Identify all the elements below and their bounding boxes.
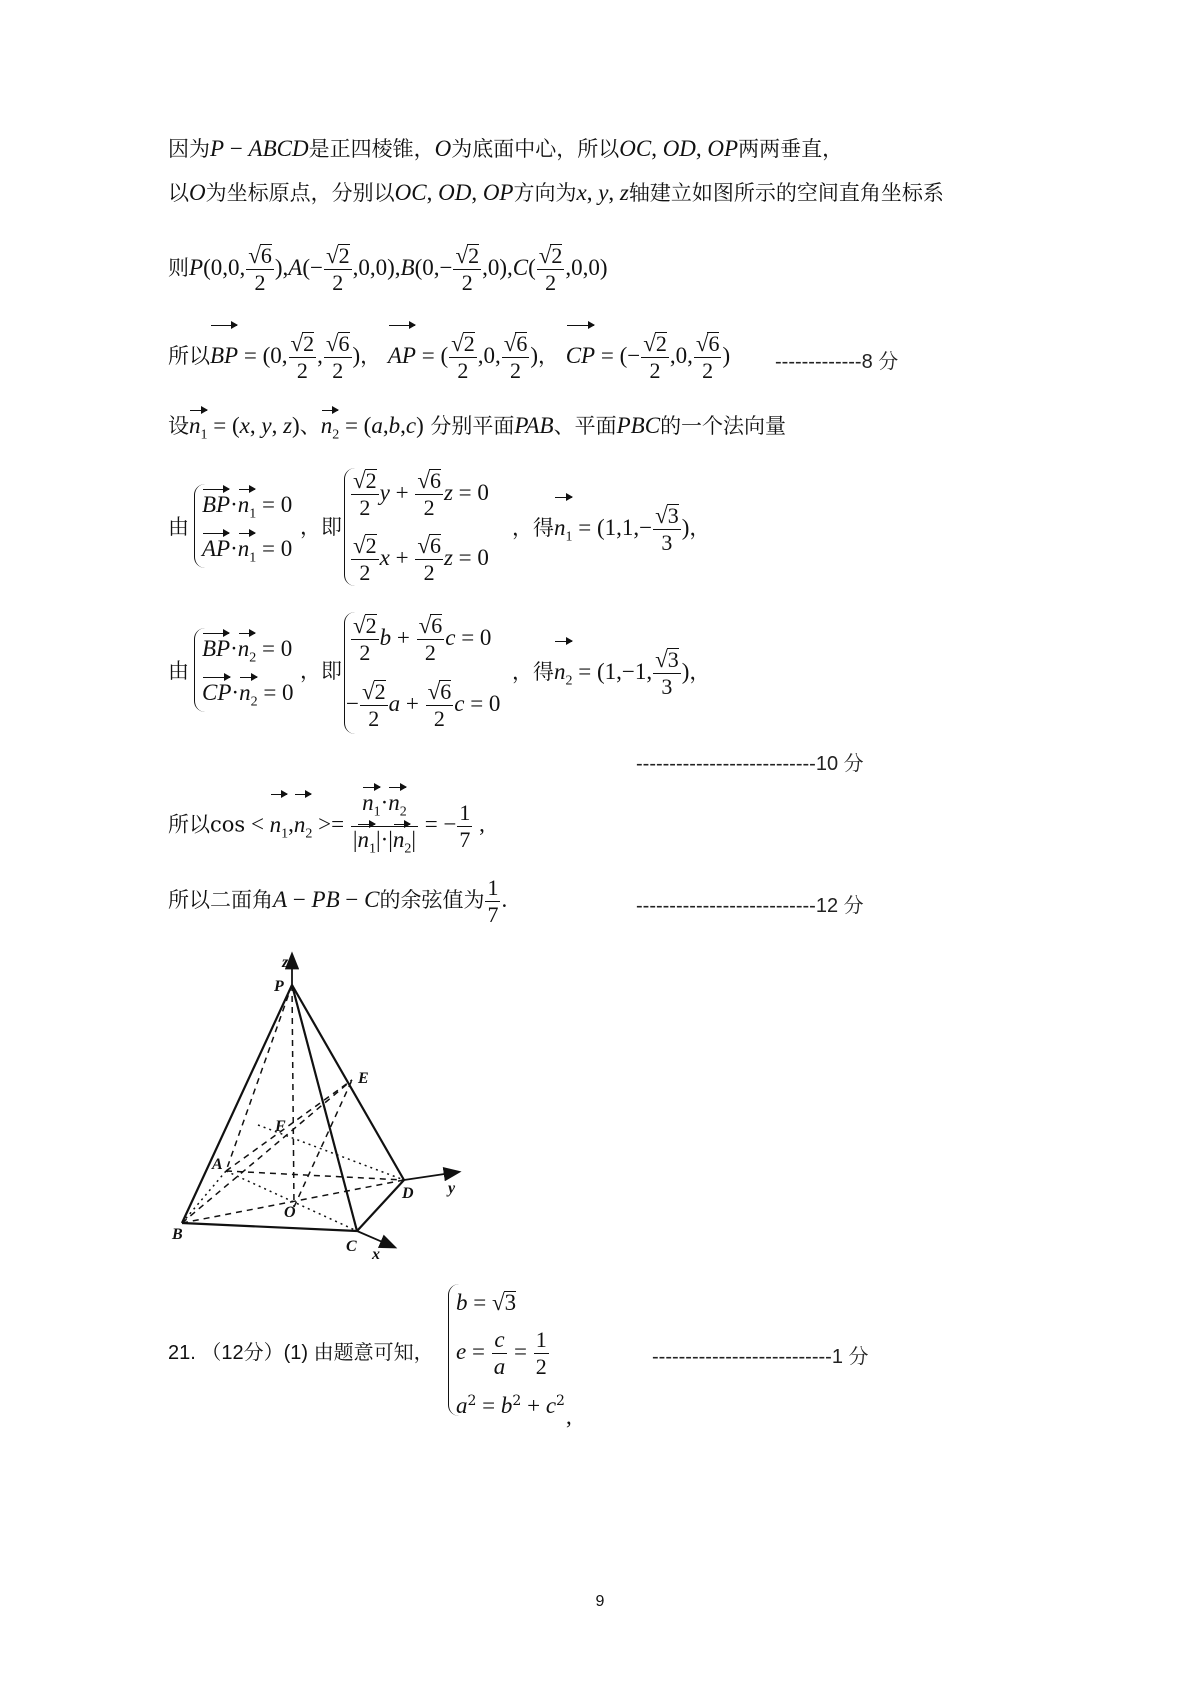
eq-2a-1: $BP\cdot n_2 = 0$: [202, 636, 292, 672]
result-n1: ，得$n_1 = (1,1,-$ $\frac{√3}{3}$ )，: [512, 500, 710, 566]
label-C: C: [346, 1238, 357, 1255]
eq-2a-2: $CP\cdot n_2 = 0$: [202, 680, 294, 716]
eq-1a-2: $AP\cdot n_1 = 0$: [202, 536, 292, 572]
eq-1b-2: $\frac{√2}{2}$ x + $\frac{√6}{2}$ z = 0: [353, 533, 489, 585]
eq-2b-1: $\frac{√2}{2}$ b + $\frac{√6}{2}$ c = 0: [353, 613, 492, 665]
label-z: z: [282, 954, 289, 971]
label-D: D: [402, 1185, 414, 1202]
score-12: ---------------------------12 分: [636, 895, 864, 917]
label-x: x: [372, 1246, 380, 1263]
q21-eq-2: e = $\frac{c}{a}$ = $\frac{1}{2}$: [456, 1327, 547, 1379]
label-F: F: [275, 1118, 286, 1135]
text-line-2: 以O为坐标原点，分别以OC, OD, OP方向为x, y, z轴建立如图所示的空间直角坐标系: [168, 180, 944, 205]
ji-2: ，即: [300, 659, 342, 683]
text-line-1: 因为P − ABCD是正四棱锥，O为底面中心，所以OC, OD, OP两两垂直，: [168, 136, 844, 161]
pyramid-figure: [160, 945, 480, 1265]
page-number: 9: [595, 1593, 605, 1610]
q21-intro: 21. （12分）(1) 由题意可知，: [168, 1342, 434, 1364]
ji-1: ，即: [300, 515, 342, 539]
score-10: ---------------------------10 分: [636, 753, 864, 775]
points-line: 则P(0,0, $\frac{√6}{2}$ ),A(− $\frac{√2}{2}$ ,0,0),B(0,− $\frac{√2}{2}$ ,0),C( $\frac{√2}{2}$ ,0,0): [168, 243, 608, 295]
edge-PD: [292, 985, 404, 1180]
label-E: E: [358, 1070, 369, 1087]
score-8: -------------8 分: [775, 351, 899, 373]
cos-line: 所以$\cos < n_1,n_2$ >= $\frac{n_1\cdot n_2}{|n_1|\cdot|n_2|}$ = − $\frac{1}{7}$ ,: [168, 790, 485, 862]
label-y: y: [448, 1180, 456, 1197]
you-2: 由: [168, 659, 189, 683]
eq-1a-1: $BP\cdot n_1 = 0$: [202, 492, 292, 528]
label-A: A: [212, 1156, 223, 1173]
label-B: B: [172, 1226, 183, 1243]
edge-CD: [357, 1180, 404, 1231]
result-n2: ，得$n_2 = (1,-1$, $\frac{√3}{3}$ )，: [512, 644, 710, 710]
edge-BC: [182, 1223, 357, 1231]
score-1: ---------------------------1 分: [652, 1346, 869, 1368]
label-P: P: [274, 978, 284, 995]
normal-vectors-line: 设$n_1 = (x$, y, z)、$n_2 = (a,b,c)$ 分别平面PAB、平面PBC的一个法向量: [168, 413, 786, 449]
q21-eq-1: b = √3: [456, 1290, 517, 1315]
eq-2b-2: − $\frac{√2}{2}$ a + $\frac{√6}{2}$ c = 0: [346, 679, 501, 731]
q21-eq-3: $a^2 = b^2 + c^2$: [456, 1393, 565, 1418]
conclusion-line: 所以二面角A − PB − C的余弦值为 $\frac{1}{7}$ .: [168, 875, 508, 927]
you-1: 由: [168, 515, 189, 539]
y-axis: [404, 1172, 458, 1180]
edge-PC: [292, 985, 357, 1231]
vectors-line: 所以BP = (0, $\frac{√2}{2}$ , $\frac{√6}{2}$ )， AP = ( $\frac{√2}{2}$ ,0, $\frac{√6}{2}$ )， CP = (− $\frac{√2}{2}$ ,0, $\frac{√6}{2}$ ): [168, 328, 730, 384]
edge-PB: [182, 985, 292, 1223]
q21-comma: ,: [566, 1404, 572, 1429]
eq-1b-1: $\frac{√2}{2}$ y + $\frac{√6}{2}$ z = 0: [353, 468, 489, 520]
label-O: O: [284, 1204, 296, 1221]
x-axis: [357, 1231, 394, 1247]
